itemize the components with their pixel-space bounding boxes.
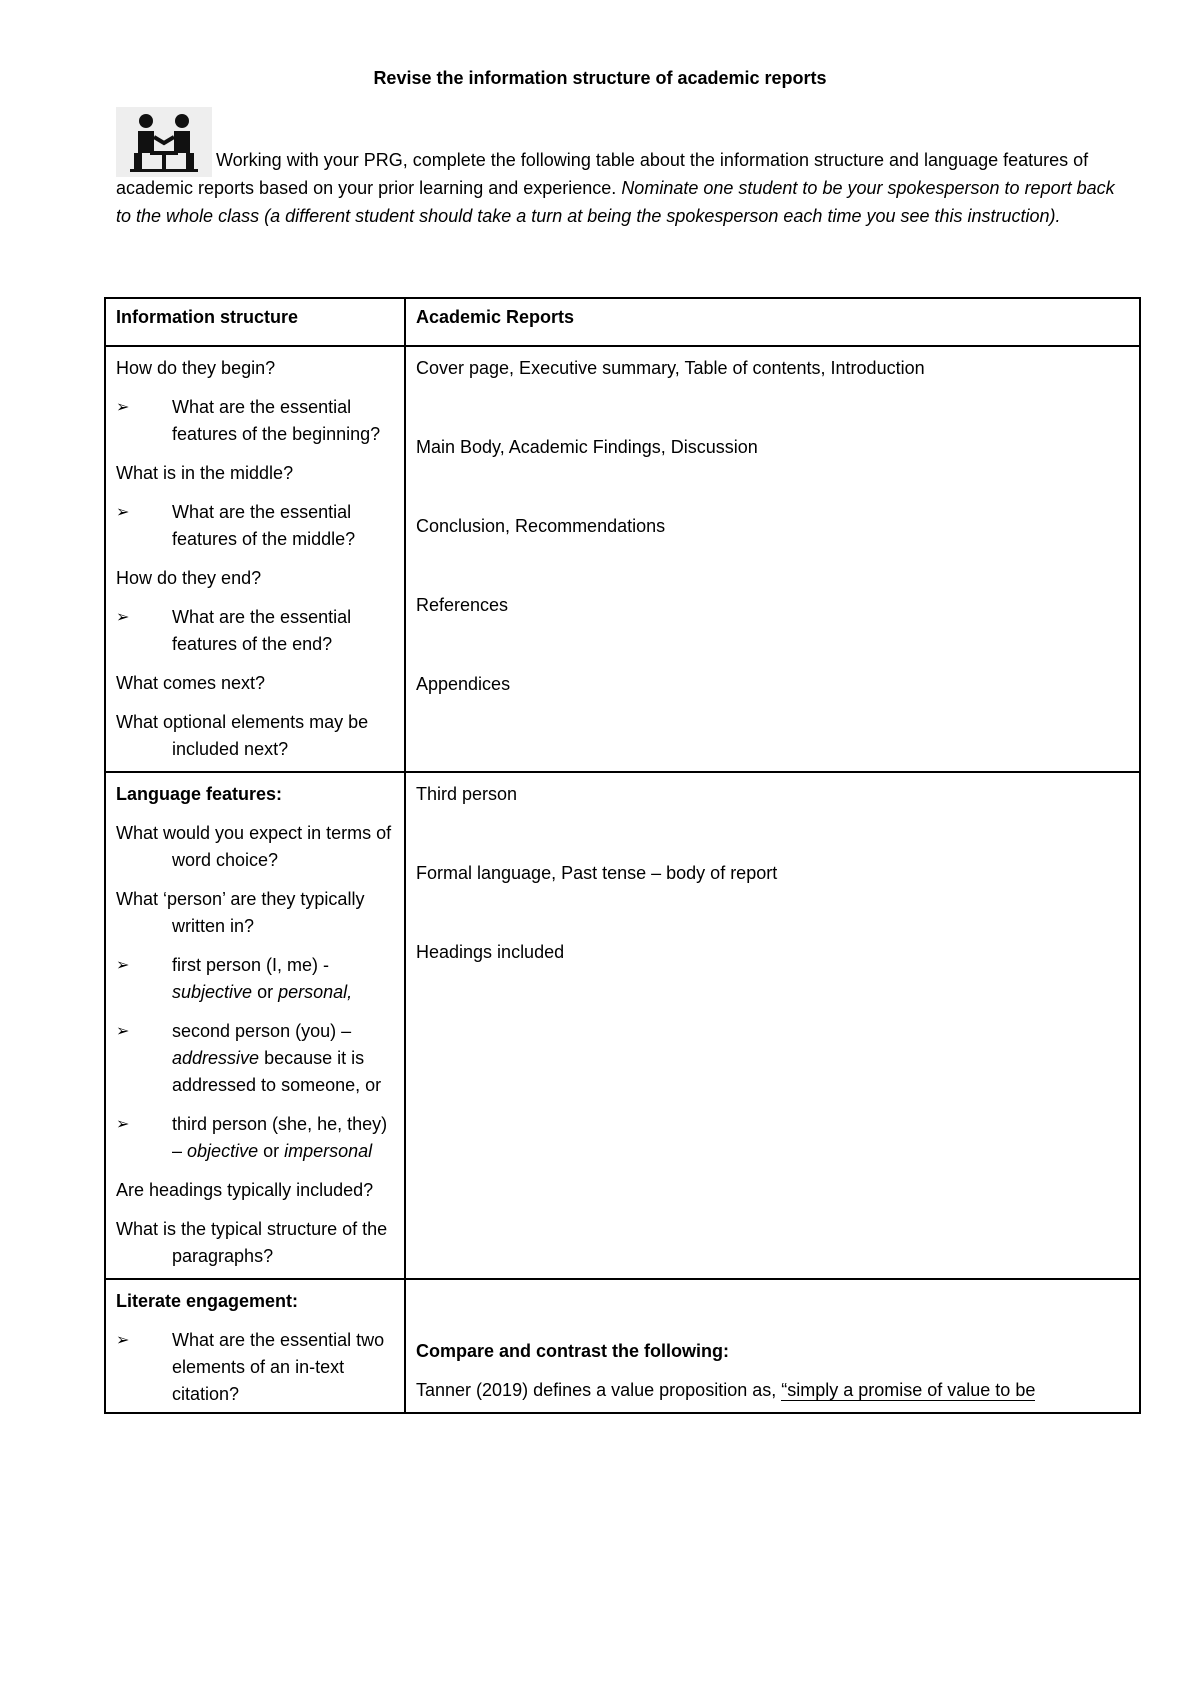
instructions-italic-text: Nominate one student to be your spokesperson to report back to the whole class (a different student should take a turn at being the spokesperson each time you see this instruction). [116, 178, 1115, 226]
bullet-end-features: ➢ What are the essential features of the end? [116, 604, 394, 658]
question-begin: How do they begin? [116, 358, 276, 378]
question-word-choice: What would you expect in terms of word choice? [116, 823, 392, 870]
arrow-bullet-icon: ➢ [116, 504, 130, 521]
structure-questions-cell [105, 346, 405, 772]
question-person: What ‘person’ are they typically written in? [116, 889, 365, 936]
citation-quote: Tanner (2019) defines a value proposition as, “simply a promise of value to be [416, 1380, 1036, 1400]
table-row-structure [105, 346, 1140, 772]
answer-person: Third person [416, 784, 518, 804]
literate-questions-cell [105, 1279, 405, 1413]
answer-references: References [416, 595, 509, 615]
bullet-third-person: ➢ third person (she, he, they) – objective or impersonal [116, 1111, 394, 1165]
question-middle: What is in the middle? [116, 463, 294, 483]
bullet-citation-elements: ➢ What are the essential two elements of an in-text citation? [116, 1327, 394, 1408]
table-header-row [105, 298, 1140, 346]
arrow-bullet-icon: ➢ [116, 1023, 130, 1040]
bullet-begin-features: ➢ What are the essential features of the beginning? [116, 394, 394, 448]
arrow-bullet-icon: ➢ [116, 1332, 130, 1349]
literate-engagement-label: Literate engagement: [116, 1291, 299, 1311]
language-features-label: Language features: [116, 784, 283, 804]
question-end: How do they end? [116, 568, 262, 588]
page-title: Revise the information structure of academic reports [373, 68, 827, 88]
language-answers-cell [405, 772, 1140, 1279]
instructions-text: Working with your PRG, complete the following table about the information structure and language features of academic reports based on your prior learning and experience. [116, 150, 1089, 198]
question-optional: What optional elements may be included next? [116, 712, 369, 759]
table-row-literate [105, 1279, 1140, 1413]
table-row-language [105, 772, 1140, 1279]
language-questions-cell [105, 772, 405, 1279]
bullet-middle-features: ➢ What are the essential features of the middle? [116, 499, 394, 553]
compare-contrast-heading: Compare and contrast the following: [416, 1341, 730, 1361]
answer-middle: Main Body, Academic Findings, Discussion [416, 437, 758, 457]
bullet-second-person: ➢ second person (you) – addressive because it is addressed to someone, or [116, 1018, 394, 1099]
answer-appendices: Appendices [416, 674, 511, 694]
header-information-structure: Information structure [105, 298, 405, 346]
arrow-bullet-icon: ➢ [116, 609, 130, 626]
instructions-paragraph [116, 146, 1116, 230]
answer-headings: Headings included [416, 942, 565, 962]
answer-formal-language: Formal language, Past tense – body of report [416, 863, 778, 883]
question-next: What comes next? [116, 673, 266, 693]
arrow-bullet-icon: ➢ [116, 1116, 130, 1133]
question-headings: Are headings typically included? [116, 1180, 374, 1200]
answer-end: Conclusion, Recommendations [416, 516, 666, 536]
header-academic-reports: Academic Reports [405, 298, 1140, 346]
literate-answers-cell [405, 1279, 1140, 1413]
structure-answers-cell [405, 346, 1140, 772]
answer-begin: Cover page, Executive summary, Table of contents, Introduction [416, 358, 925, 378]
arrow-bullet-icon: ➢ [116, 957, 130, 974]
info-structure-table [104, 297, 1141, 1414]
question-paragraphs: What is the typical structure of the paragraphs? [116, 1219, 388, 1266]
arrow-bullet-icon: ➢ [116, 399, 130, 416]
bullet-first-person: ➢ first person (I, me) - subjective or personal, [116, 952, 394, 1006]
